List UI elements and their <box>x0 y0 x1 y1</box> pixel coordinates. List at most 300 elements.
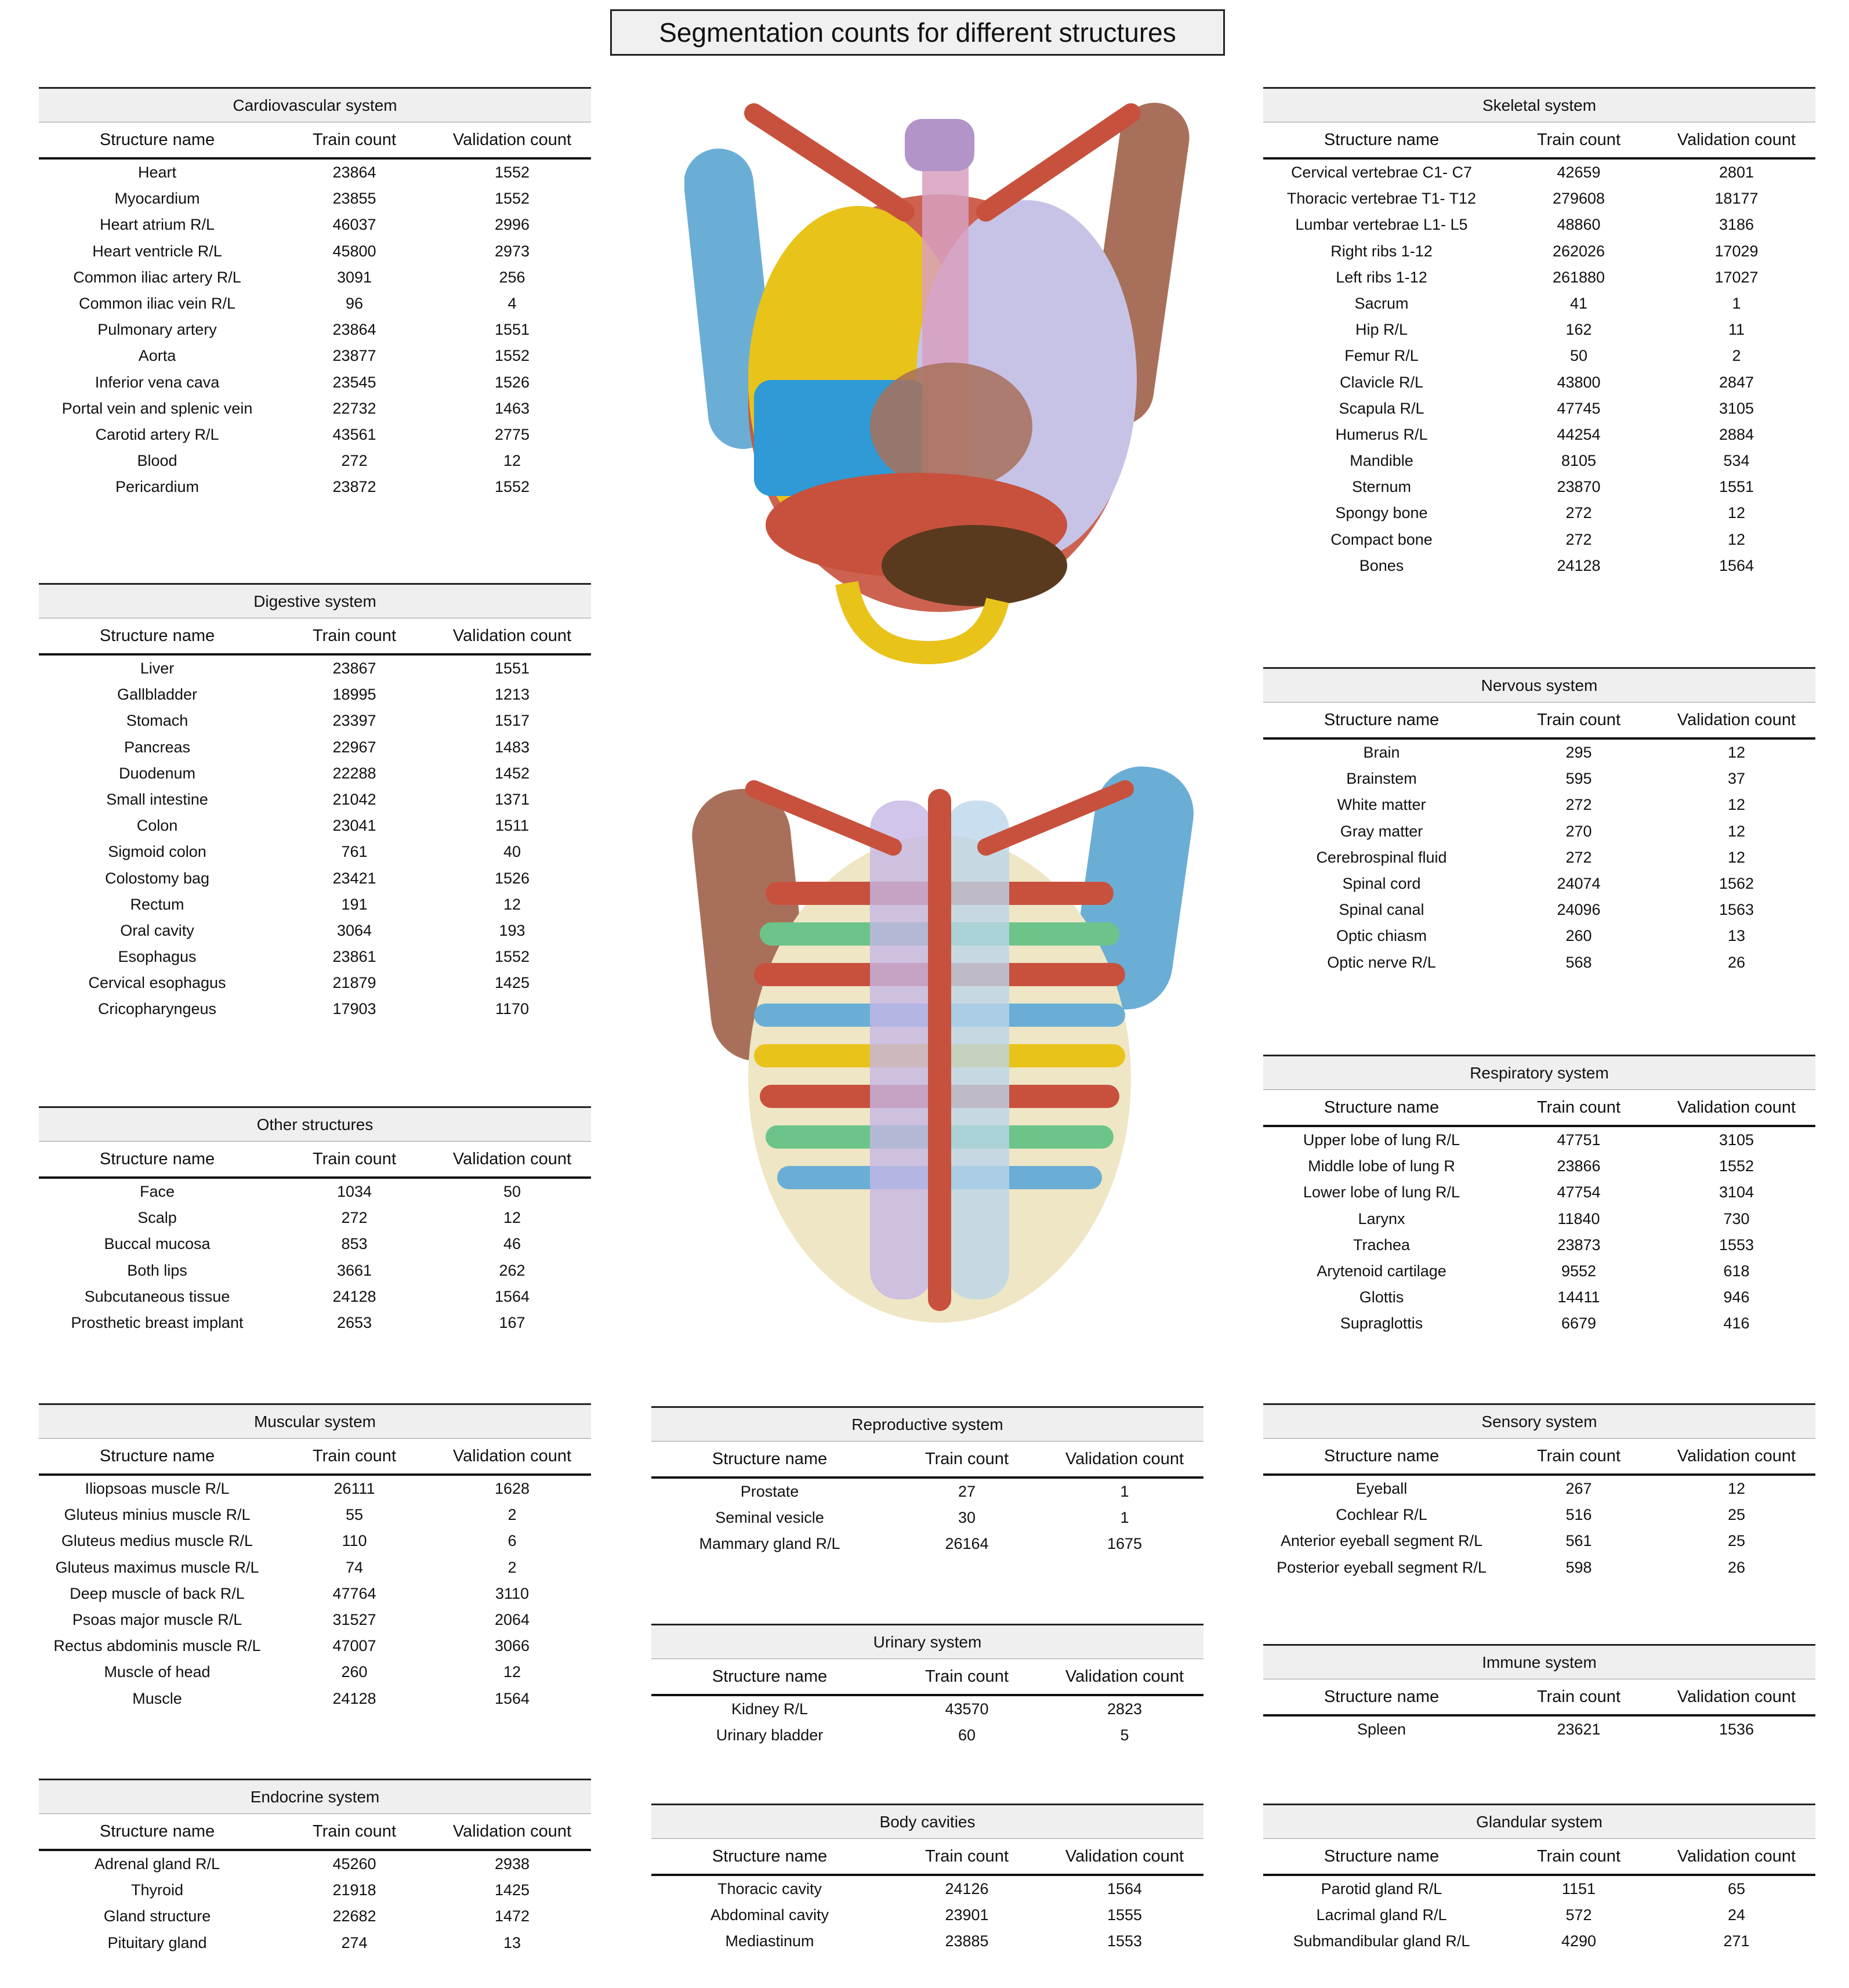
train-count-cell: 23421 <box>332 869 376 887</box>
validation-count-cell: 24 <box>1727 1906 1746 1924</box>
structure-name-cell: Submandibular gland R/L <box>1293 1932 1470 1950</box>
column-header: Train count <box>1537 131 1620 149</box>
structure-name-cell: Gluteus medius muscle R/L <box>61 1532 253 1550</box>
structure-name-cell: Cricopharyngeus <box>97 1000 217 1018</box>
table-row <box>39 787 591 813</box>
validation-count-cell: 17027 <box>1714 268 1759 286</box>
validation-count-cell: 3066 <box>494 1637 530 1655</box>
structure-name-cell: Trachea <box>1353 1236 1411 1254</box>
structure-name-cell: Sigmoid colon <box>108 843 206 861</box>
validation-count-cell: 730 <box>1723 1210 1750 1227</box>
column-header: Validation count <box>1065 1450 1184 1468</box>
train-count-cell: 162 <box>1565 321 1592 339</box>
table-muscular-system <box>39 1403 591 1712</box>
table-row <box>1263 897 1815 923</box>
train-count-cell: 27 <box>958 1483 976 1500</box>
table-row <box>1263 291 1815 317</box>
column-header: Train count <box>1537 1688 1620 1706</box>
train-count-cell: 261880 <box>1552 268 1605 286</box>
validation-count-cell: 6 <box>507 1532 517 1550</box>
structure-name-cell: Anterior eyeball segment R/L <box>1280 1532 1483 1550</box>
structure-name-cell: Sternum <box>1351 478 1412 496</box>
train-count-cell: 3064 <box>336 921 372 939</box>
table-row <box>39 1284 591 1310</box>
table-skeletal-system <box>1263 87 1815 579</box>
train-count-cell: 598 <box>1565 1558 1592 1576</box>
table-row <box>39 682 591 708</box>
column-header: Train count <box>1537 1098 1620 1117</box>
structure-name-cell: Clavicle R/L <box>1339 373 1424 391</box>
table-title: Sensory system <box>1263 1403 1815 1438</box>
table-row <box>39 370 591 396</box>
structure-name-cell: Compact bone <box>1330 530 1433 548</box>
structure-name-cell: Arytenoid cartilage <box>1317 1262 1446 1280</box>
validation-count-cell: 262 <box>499 1261 525 1279</box>
structure-name-cell: Myocardium <box>114 190 200 208</box>
structure-name-cell: Stomach <box>126 712 188 730</box>
train-count-cell: 47745 <box>1557 399 1601 417</box>
train-count-cell: 22732 <box>332 399 376 417</box>
table-row <box>651 1722 1203 1748</box>
structure-name-cell: Seminal vesicle <box>715 1509 824 1527</box>
column-header: Validation count <box>1677 1847 1796 1866</box>
train-count-cell: 568 <box>1565 953 1592 971</box>
structure-name-cell: Middle lobe of lung R <box>1308 1157 1455 1175</box>
train-count-cell: 24096 <box>1557 901 1601 919</box>
validation-count-cell: 12 <box>1727 1480 1746 1497</box>
validation-count-cell: 17029 <box>1714 242 1759 260</box>
table-title: Muscular system <box>39 1403 591 1438</box>
structure-name-cell: Heart ventricle R/L <box>92 242 222 260</box>
validation-count-cell: 1552 <box>494 948 530 966</box>
table-header <box>1263 1438 1815 1476</box>
train-count-cell: 96 <box>345 294 364 312</box>
train-count-cell: 272 <box>1565 530 1592 548</box>
structure-name-cell: Portal vein and splenic vein <box>61 399 253 417</box>
validation-count-cell: 12 <box>1727 822 1746 840</box>
train-count-cell: 23864 <box>332 164 376 181</box>
table-row <box>39 1205 591 1231</box>
table-row <box>1263 950 1815 976</box>
column-header: Structure name <box>99 1822 215 1841</box>
table-row <box>39 448 591 474</box>
validation-count-cell: 256 <box>499 268 525 286</box>
structure-name-cell: Colon <box>136 817 178 835</box>
clavicle-left <box>754 113 905 212</box>
table-row <box>1263 740 1815 766</box>
column-header: Validation count <box>452 1150 572 1168</box>
train-count-cell: 9552 <box>1561 1262 1597 1280</box>
validation-count-cell: 1425 <box>494 1881 530 1899</box>
table-row <box>1263 1476 1815 1502</box>
structure-name-cell: Spinal cord <box>1342 874 1421 892</box>
train-count-cell: 74 <box>345 1558 364 1576</box>
table-row <box>1263 819 1815 845</box>
validation-count-cell: 2996 <box>494 216 530 234</box>
validation-count-cell: 18177 <box>1714 190 1759 208</box>
validation-count-cell: 416 <box>1723 1315 1750 1332</box>
table-row <box>39 1903 591 1929</box>
table-header <box>39 1438 591 1476</box>
table-title: Urinary system <box>651 1624 1203 1659</box>
validation-count-cell: 1526 <box>494 373 530 391</box>
structure-name-cell: Thoracic vertebrae T1- T12 <box>1286 190 1477 208</box>
train-count-cell: 274 <box>341 1933 368 1951</box>
validation-count-cell: 3186 <box>1719 216 1754 234</box>
train-count-cell: 45800 <box>332 242 376 260</box>
structure-name-cell: Inferior vena cava <box>95 373 220 391</box>
train-count-cell: 2653 <box>336 1313 372 1331</box>
structure-name-cell: Mediastinum <box>725 1932 814 1950</box>
train-count-cell: 22288 <box>332 764 376 782</box>
structure-name-cell: Muscle of head <box>104 1663 211 1681</box>
train-count-cell: 23873 <box>1557 1236 1601 1254</box>
table-row <box>39 918 591 944</box>
train-count-cell: 561 <box>1565 1532 1592 1550</box>
column-header: Structure name <box>712 1847 828 1866</box>
structure-name-cell: Rectus abdominis muscle R/L <box>53 1637 261 1655</box>
table-row <box>39 186 591 212</box>
structure-name-cell: Lower lobe of lung R/L <box>1303 1183 1460 1201</box>
structure-name-cell: Common iliac artery R/L <box>73 268 241 286</box>
structure-name-cell: Gland structure <box>103 1907 211 1925</box>
train-count-cell: 1034 <box>336 1183 372 1200</box>
table-row <box>39 343 591 369</box>
table-row <box>39 1686 591 1712</box>
column-header: Structure name <box>99 1150 215 1168</box>
table-title: Reproductive system <box>651 1406 1203 1441</box>
train-count-cell: 26164 <box>945 1535 989 1553</box>
validation-count-cell: 65 <box>1727 1880 1746 1898</box>
train-count-cell: 6679 <box>1561 1315 1597 1332</box>
structure-name-cell: Gallbladder <box>117 686 198 704</box>
validation-count-cell: 12 <box>503 452 521 470</box>
table-row <box>39 422 591 448</box>
validation-count-cell: 1562 <box>1719 874 1754 892</box>
structure-name-cell: Carotid artery R/L <box>95 425 219 443</box>
train-count-cell: 23866 <box>1557 1157 1601 1175</box>
structure-name-cell: Humerus R/L <box>1335 425 1428 443</box>
validation-count-cell: 1536 <box>1719 1721 1754 1738</box>
column-header: Structure name <box>1324 1688 1440 1706</box>
structure-name-cell: Right ribs 1-12 <box>1330 242 1433 260</box>
train-count-cell: 23877 <box>332 347 376 365</box>
table-row <box>1263 1876 1815 1902</box>
train-count-cell: 55 <box>345 1506 364 1524</box>
validation-count-cell: 1551 <box>1719 478 1754 496</box>
structure-name-cell: Heart atrium R/L <box>99 216 215 234</box>
table-row <box>651 1531 1203 1557</box>
table-row <box>1263 792 1815 818</box>
validation-count-cell: 1675 <box>1107 1535 1143 1553</box>
structure-name-cell: Colostomy bag <box>104 869 210 887</box>
train-count-cell: 41 <box>1569 294 1588 312</box>
validation-count-cell: 4 <box>507 294 517 312</box>
train-count-cell: 23885 <box>945 1932 989 1950</box>
validation-count-cell: 12 <box>1727 530 1746 548</box>
structure-name-cell: Optic nerve R/L <box>1327 953 1436 971</box>
structure-name-cell: Upper lobe of lung R/L <box>1303 1131 1460 1149</box>
table-row <box>39 1310 591 1336</box>
column-header: Train count <box>1537 1447 1620 1465</box>
train-count-cell: 272 <box>1565 504 1592 522</box>
train-count-cell: 24128 <box>332 1287 376 1305</box>
train-count-cell: 23872 <box>332 478 376 496</box>
structure-name-cell: Muscle <box>132 1689 182 1707</box>
table-title: Other structures <box>39 1106 591 1141</box>
table-row <box>39 317 591 343</box>
table-row <box>1263 1179 1815 1205</box>
structure-name-cell: Iliopsoas muscle R/L <box>85 1480 230 1497</box>
table-row <box>39 474 591 500</box>
table-row <box>1263 422 1815 448</box>
train-count-cell: 516 <box>1565 1506 1592 1524</box>
table-row <box>1263 238 1815 265</box>
structure-name-cell: Glottis <box>1359 1288 1404 1306</box>
train-count-cell: 23870 <box>1557 478 1601 496</box>
spinal-column <box>928 789 951 1311</box>
structure-name-cell: Larynx <box>1358 1210 1405 1227</box>
structure-name-cell: Common iliac vein R/L <box>78 294 236 312</box>
structure-name-cell: Pancreas <box>124 738 191 756</box>
validation-count-cell: 271 <box>1723 1932 1750 1950</box>
table-header <box>1263 1679 1815 1717</box>
validation-count-cell: 1 <box>1120 1483 1129 1500</box>
thyroid <box>905 119 974 171</box>
column-header: Structure name <box>1324 131 1440 149</box>
left-back-muscle <box>870 801 934 1299</box>
structure-name-cell: Cochlear R/L <box>1336 1506 1427 1524</box>
table-row <box>1263 160 1815 186</box>
table-header <box>1263 1089 1815 1127</box>
structure-name-cell: Rectum <box>130 895 184 913</box>
train-count-cell: 23867 <box>332 660 376 677</box>
validation-count-cell: 1564 <box>1719 556 1754 574</box>
train-count-cell: 260 <box>1565 927 1592 945</box>
train-count-cell: 45260 <box>332 1855 376 1873</box>
structure-name-cell: Lacrimal gland R/L <box>1316 1906 1447 1924</box>
train-count-cell: 267 <box>1565 1480 1592 1497</box>
train-count-cell: 31527 <box>332 1610 376 1628</box>
validation-count-cell: 1551 <box>494 660 530 677</box>
validation-count-cell: 12 <box>1727 504 1746 522</box>
validation-count-cell: 5 <box>1120 1726 1129 1744</box>
validation-count-cell: 26 <box>1727 1558 1746 1576</box>
table-row <box>1263 370 1815 396</box>
table-row <box>651 1505 1203 1531</box>
validation-count-cell: 3105 <box>1719 1131 1754 1149</box>
train-count-cell: 1151 <box>1561 1880 1596 1898</box>
column-header: Structure name <box>712 1667 828 1686</box>
table-nervous-system <box>1263 667 1815 976</box>
validation-count-cell: 946 <box>1723 1288 1750 1306</box>
structure-name-cell: Brainstem <box>1346 770 1417 788</box>
table-row <box>1263 212 1815 238</box>
table-immune-system <box>1263 1644 1815 1743</box>
validation-count-cell: 1213 <box>494 686 530 704</box>
clavicle-right <box>986 113 1131 212</box>
table-endocrine-system <box>39 1779 591 1956</box>
table-row <box>1263 1902 1815 1928</box>
table-row <box>651 1479 1203 1505</box>
validation-count-cell: 1564 <box>494 1287 530 1305</box>
table-row <box>1263 448 1815 474</box>
table-row <box>39 1851 591 1877</box>
column-header: Validation count <box>452 131 572 149</box>
validation-count-cell: 12 <box>503 1209 521 1227</box>
table-title: Endocrine system <box>39 1779 591 1813</box>
train-count-cell: 24126 <box>945 1880 989 1898</box>
table-row <box>1263 845 1815 871</box>
validation-count-cell: 12 <box>503 895 521 913</box>
table-row <box>1263 553 1815 579</box>
structure-name-cell: Aorta <box>138 347 176 365</box>
table-row <box>39 1659 591 1685</box>
table-row <box>39 1528 591 1554</box>
train-count-cell: 18995 <box>332 686 376 704</box>
column-header: Train count <box>1537 1847 1620 1866</box>
table-body-cavities <box>651 1804 1203 1955</box>
structure-name-cell: Gray matter <box>1340 822 1423 840</box>
table-header <box>1263 1838 1815 1876</box>
column-header: Structure name <box>712 1450 828 1468</box>
validation-count-cell: 3104 <box>1719 1183 1754 1201</box>
table-row <box>1263 766 1815 792</box>
table-row <box>1263 1258 1815 1284</box>
train-count-cell: 24128 <box>332 1689 376 1707</box>
column-header: Validation count <box>1677 131 1796 149</box>
column-header: Train count <box>925 1847 1009 1866</box>
table-title: Skeletal system <box>1263 87 1815 122</box>
structure-name-cell: Gluteus maximus muscle R/L <box>55 1558 259 1576</box>
structure-name-cell: Blood <box>137 452 177 470</box>
column-header: Train count <box>313 1447 396 1465</box>
validation-count-cell: 1425 <box>494 974 530 992</box>
validation-count-cell: 2 <box>1732 347 1741 365</box>
heart <box>870 363 1032 490</box>
structure-name-cell: Brain <box>1363 744 1400 761</box>
structure-name-cell: Both lips <box>127 1261 187 1279</box>
table-row <box>1263 1928 1815 1954</box>
validation-count-cell: 2973 <box>494 242 530 260</box>
structure-name-cell: Face <box>139 1183 175 1200</box>
column-header: Structure name <box>1324 1447 1440 1465</box>
train-count-cell: 191 <box>341 895 368 913</box>
train-count-cell: 3091 <box>336 268 372 286</box>
validation-count-cell: 1170 <box>495 1000 530 1018</box>
validation-count-cell: 1564 <box>1107 1880 1143 1898</box>
table-header <box>1263 702 1815 740</box>
train-count-cell: 21042 <box>332 790 376 808</box>
structure-name-cell: Cerebrospinal fluid <box>1316 848 1447 866</box>
validation-count-cell: 3110 <box>495 1584 530 1602</box>
table-row <box>39 1258 591 1284</box>
table-row <box>39 1633 591 1659</box>
train-count-cell: 4290 <box>1561 1932 1597 1950</box>
table-row <box>39 761 591 787</box>
table-row <box>1263 343 1815 369</box>
structure-name-cell: Supraglottis <box>1340 1315 1423 1332</box>
page-title: Segmentation counts for different structures <box>610 9 1225 56</box>
table-row <box>39 813 591 839</box>
table-row <box>39 1476 591 1502</box>
table-title: Nervous system <box>1263 667 1815 702</box>
train-count-cell: 761 <box>341 843 368 861</box>
structure-name-cell: Cervical esophagus <box>88 974 226 992</box>
table-title: Cardiovascular system <box>39 87 591 122</box>
table-row <box>651 1876 1203 1902</box>
validation-count-cell: 2884 <box>1719 425 1754 443</box>
validation-count-cell: 1 <box>1732 294 1741 312</box>
validation-count-cell: 1371 <box>494 790 530 808</box>
validation-count-cell: 3105 <box>1719 399 1754 417</box>
structure-name-cell: Abdominal cavity <box>710 1906 829 1924</box>
table-header <box>39 1141 591 1179</box>
validation-count-cell: 1563 <box>1719 901 1754 919</box>
validation-count-cell: 1472 <box>494 1907 530 1925</box>
table-row <box>1263 1153 1815 1179</box>
validation-count-cell: 25 <box>1727 1506 1746 1524</box>
table-row <box>1263 1717 1815 1743</box>
table-glandular-system <box>1263 1804 1815 1955</box>
validation-count-cell: 193 <box>499 921 525 939</box>
validation-count-cell: 46 <box>503 1235 521 1253</box>
validation-count-cell: 1452 <box>494 764 530 782</box>
train-count-cell: 47751 <box>1557 1131 1601 1149</box>
table-row <box>1263 500 1815 526</box>
column-header: Train count <box>313 1150 396 1168</box>
table-row <box>1263 1528 1815 1554</box>
validation-count-cell: 26 <box>1727 953 1746 971</box>
column-header: Train count <box>925 1450 1009 1468</box>
structure-name-cell: Deep muscle of back R/L <box>70 1584 245 1602</box>
table-row <box>1263 474 1815 500</box>
train-count-cell: 43800 <box>1557 373 1601 391</box>
train-count-cell: 50 <box>1569 347 1588 365</box>
table-row <box>1263 1310 1815 1337</box>
structure-name-cell: Bones <box>1359 556 1404 574</box>
train-count-cell: 23545 <box>332 373 376 391</box>
table-row <box>651 1696 1203 1722</box>
structure-name-cell: Thyroid <box>130 1881 184 1899</box>
train-count-cell: 272 <box>341 1209 368 1227</box>
table-row <box>39 1502 591 1528</box>
validation-count-cell: 1552 <box>494 478 530 496</box>
table-header <box>1263 122 1815 160</box>
train-count-cell: 272 <box>1565 796 1592 814</box>
table-respiratory-system <box>1263 1055 1815 1337</box>
train-count-cell: 24074 <box>1557 874 1601 892</box>
structure-name-cell: Kidney R/L <box>731 1700 809 1718</box>
column-header: Validation count <box>452 1447 572 1465</box>
validation-count-cell: 2064 <box>494 1610 530 1628</box>
validation-count-cell: 13 <box>1727 927 1746 945</box>
table-row <box>39 866 591 892</box>
validation-count-cell: 1511 <box>495 817 530 835</box>
validation-count-cell: 2775 <box>494 425 530 443</box>
structure-name-cell: Left ribs 1-12 <box>1336 268 1427 286</box>
table-header <box>39 618 591 656</box>
train-count-cell: 23864 <box>332 321 376 339</box>
train-count-cell: 47754 <box>1557 1183 1601 1201</box>
train-count-cell: 44254 <box>1557 425 1601 443</box>
train-count-cell: 23621 <box>1557 1721 1601 1738</box>
train-count-cell: 46037 <box>332 216 376 234</box>
train-count-cell: 14411 <box>1557 1288 1600 1306</box>
train-count-cell: 43561 <box>332 425 376 443</box>
table-row <box>1263 1206 1815 1232</box>
validation-count-cell: 2847 <box>1719 373 1754 391</box>
